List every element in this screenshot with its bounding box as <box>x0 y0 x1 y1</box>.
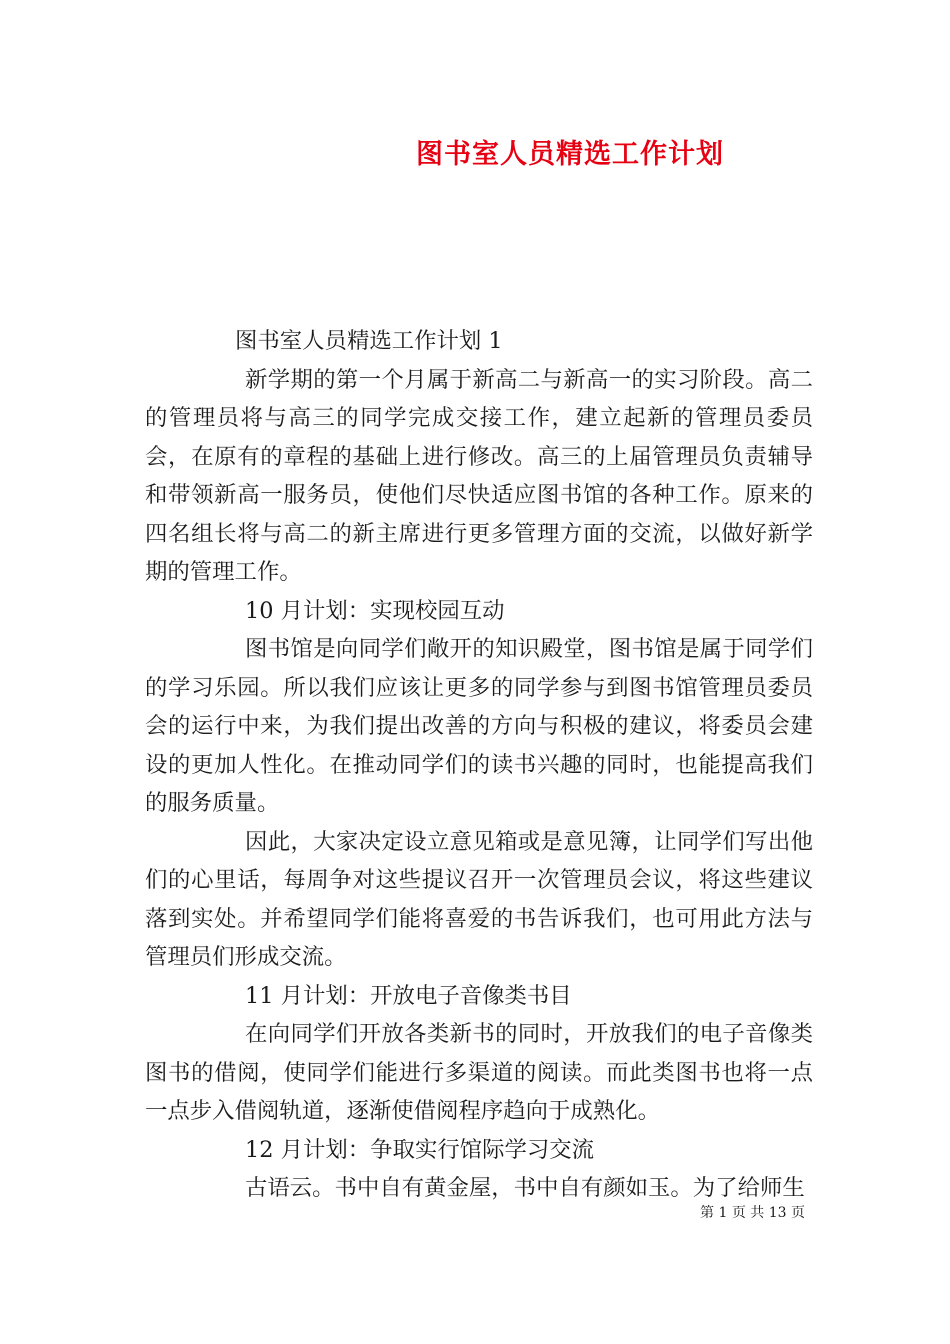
section-heading-october: 10 月计划：实现校园互动 <box>245 597 505 624</box>
paragraph-proverb: 古语云。书中自有黄金屋，书中自有颜如玉。为了给师生 <box>245 1175 805 1201</box>
section-heading-november: 11 月计划：开放电子音像类书目 <box>245 982 572 1009</box>
page-footer: 第 1 页 共 13 页 <box>700 1205 805 1221</box>
paragraph-suggestion-box: 因此，大家决定设立意见箱或是意见簿，让同学们写出他们的心里话，每周争对这些提议召开一次管理员会议，将这些建议落到实处。并希望同学们能将喜爱的书告诉我们，也可用此方法与管理员们形成交流。 <box>145 828 813 970</box>
paragraph-audio-visual: 在向同学们开放各类新书的同时，开放我们的电子音像类图书的借阅，使同学们能进行多渠道的阅读。而此类图书也将一点一点步入借阅轨道，逐渐使借阅程序趋向于成熟化。 <box>145 1021 813 1124</box>
section-heading-december: 12 月计划：争取实行馆际学习交流 <box>245 1136 595 1163</box>
section-heading-plan-1: 图书室人员精选工作计划 1 <box>235 328 503 354</box>
paragraph-new-semester: 新学期的第一个月属于新高二与新高一的实习阶段。高二的管理员将与高三的同学完成交接工作，建立起新的管理员委员会，在原有的章程的基础上进行修改。高三的上届管理员负责辅导和带领新高一服务员，使他们尽快适应图书馆的各种工作。原来的四名组长将与高二的新主席进行更多管理方面的交流，以做好新学期的管理工作。 <box>145 366 813 585</box>
document-title: 图书室人员精选工作计划 <box>416 139 724 170</box>
document-body <box>145 322 813 1208</box>
paragraph-library-interaction: 图书馆是向同学们敞开的知识殿堂，图书馆是属于同学们的学习乐园。所以我们应该让更多的同学参与到图书馆管理员委员会的运行中来，为我们提出改善的方向与积极的建议，将委员会建设的更加人性化。在推动同学们的读书兴趣的同时，也能提高我们的服务质量。 <box>145 636 813 816</box>
